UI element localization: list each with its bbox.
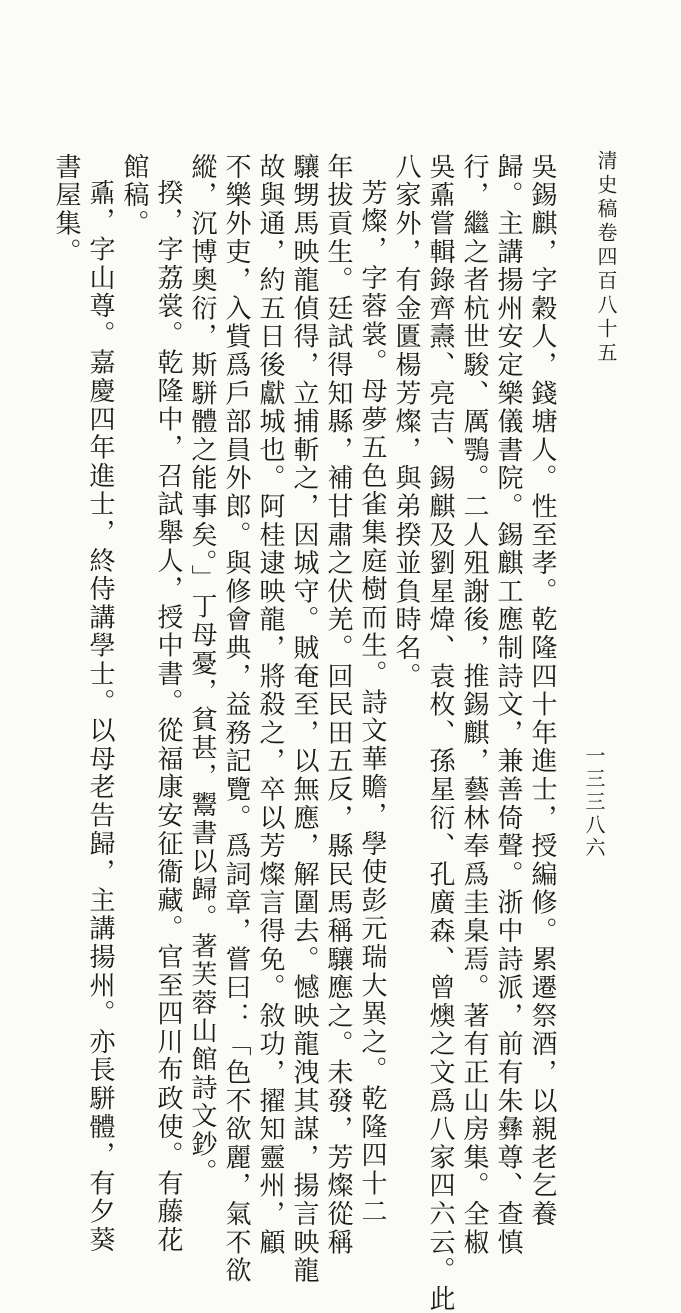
text-column-10: 不樂外吏，入貲爲戶部員外郎。與修會典，益務記覽。爲詞章，嘗曰：「色不欲麗，氣不欲 (221, 153, 251, 1285)
running-header: 清史稿卷四百八十五 (594, 150, 618, 366)
text-column-6: 芳燦，字蓉裳。母夢五色雀集庭樹而生。詩文華贍，學使彭元瑞大異之。乾隆四十二 (357, 179, 387, 1227)
text-column-5: 八家外，有金匱楊芳燦，與弟揆並負時名。 (391, 153, 421, 691)
text-column-7: 年拔貢生。廷試得知縣，補甘肅之伏羌。回民田五反，縣民馬稱驤應之。未發，芳燦從稱 (323, 153, 353, 1257)
text-column-14: 鼒，字山尊。嘉慶四年進士，終侍講學士。以母老告歸，主講揚州。亦長駢體，有夕葵 (85, 179, 115, 1255)
text-column-12: 揆，字荔裳。乾隆中，召試舉人，授中書。從福康安征衞藏。官至四川布政使。有藤花 (153, 179, 183, 1255)
text-column-4: 吳鼒嘗輯錄齊燾、亮吉、錫麒及劉星煒、袁枚、孫星衍、孔廣森、曾燠之文爲八家四六云。此 (425, 153, 455, 1313)
page-number: 一三三八六 (582, 745, 606, 860)
text-column-2: 歸。主講揚州安定樂儀書院。錫麒工應制詩文，兼善倚聲。浙中詩派，前有朱彝尊、查慎 (493, 153, 523, 1257)
text-column-3: 行，繼之者杭世駿、厲鶚。二人殂謝後，推錫麒，藝林奉爲圭臬焉。著有正山房集。全椒 (459, 153, 489, 1257)
text-column-13: 館稿。 (119, 153, 149, 238)
text-column-9: 故與通，約五日後獻城也。阿桂逮映龍，將殺之，卒以芳燦言得免。敘功，擢知靈州，顧 (255, 153, 285, 1257)
text-column-1: 吳錫麒，字穀人，錢塘人。性至孝。乾隆四十年進士，授編修。累遷祭酒，以親老乞養 (527, 153, 557, 1229)
text-column-11: 縱，沉博奧衍，斯駢體之能事矣。」丁母憂，貧甚，鬻書以歸。著芙蓉山館詩文鈔。 (187, 153, 217, 1188)
text-column-8: 驤甥馬映龍偵得，立捕斬之，因城守。賊奄至，以無應，解圍去。憾映龍洩其謀，揚言映龍 (289, 153, 319, 1285)
text-column-15: 書屋集。 (51, 153, 81, 267)
